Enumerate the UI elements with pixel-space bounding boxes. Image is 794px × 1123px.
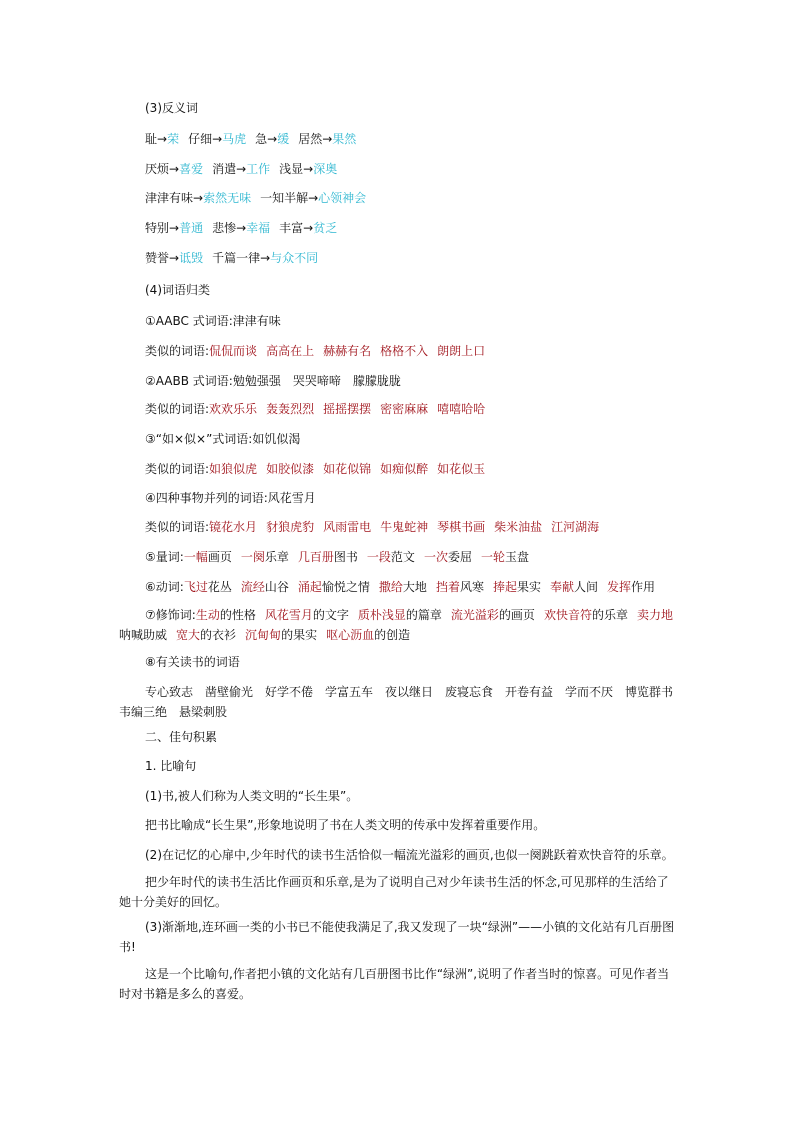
antonym-pair xyxy=(298,132,356,146)
similar-word: 豺狼虎豹 xyxy=(266,520,315,534)
measure-noun: 玉盘 xyxy=(504,550,529,564)
antonym-answer: 喜爱 xyxy=(179,162,204,176)
measure-noun: 图书 xyxy=(333,550,358,564)
modifier-phrase xyxy=(544,608,628,622)
measure-phrase xyxy=(241,550,289,564)
antonym-pair xyxy=(255,132,289,146)
modifier-label: ⑦修饰词: xyxy=(145,608,196,622)
modifier-rest: 的衣衫 xyxy=(200,628,237,642)
antonym-answer: 索然无味 xyxy=(203,191,252,205)
measure-noun: 画页 xyxy=(207,550,232,564)
verb-phrase xyxy=(184,580,232,594)
measure-word: 一轮 xyxy=(480,550,505,564)
explanation-3: 这是一个比喻句,作者把小镇的文化站有几百册图书比作“绿洲”,说明了作者当时的惊喜。可见作者当时对书籍是多么的喜爱。 xyxy=(119,967,670,1001)
antonym-answer: 深奥 xyxy=(313,162,338,176)
antonym-pair xyxy=(188,132,246,146)
ruxisi-similar xyxy=(145,461,676,477)
modifier-phrase xyxy=(451,608,535,622)
similar-word: 琴棋书画 xyxy=(437,520,486,534)
modifier-phrase xyxy=(176,628,236,642)
modifier-word: 沉甸甸 xyxy=(245,628,282,642)
antonym-answer: 缓 xyxy=(277,132,290,146)
measure-noun: 委屈 xyxy=(447,550,472,564)
similar-label: 类似的词语: xyxy=(145,520,210,534)
similar-word: 赫赫有名 xyxy=(323,344,372,358)
explanation-2: 把少年时代的读书生活比作画页和乐章,是为了说明自己对少年读书生活的怀念,可见那样的生活给了她十分美好的回忆。 xyxy=(119,875,669,909)
aabb-title: ②AABB 式词语:勉勉强强 哭哭啼啼 朦朦胧胧 xyxy=(145,374,401,388)
verb-object: 山谷 xyxy=(264,580,289,594)
measure-word: 一次 xyxy=(423,550,448,564)
verb-phrase xyxy=(241,580,289,594)
measure-label: ⑤量词: xyxy=(145,550,184,564)
antonym-row xyxy=(145,250,676,266)
modifier-phrase xyxy=(637,608,661,622)
antonym-pair xyxy=(212,251,318,265)
modifier-rest: 的画页 xyxy=(498,608,535,622)
modifier-rest: 的篇章 xyxy=(405,608,442,622)
sentence-2: (2)在记忆的心扉中,少年时代的读书生活恰似一幅流光溢彩的画页,也似一阕跳跃着欢快音符的乐章。 xyxy=(145,848,674,862)
antonym-pair xyxy=(145,251,203,265)
measure-phrase xyxy=(424,550,472,564)
section-heading-classify: (4)词语归类 xyxy=(145,283,210,297)
verb-phrase xyxy=(379,580,427,594)
verb-label: ⑥动词: xyxy=(145,580,184,594)
measure-word: 一段 xyxy=(366,550,391,564)
measure-word: 一幅 xyxy=(183,550,208,564)
modifier-phrase xyxy=(326,628,410,642)
antonym-row xyxy=(145,220,676,236)
measure-words xyxy=(145,549,676,565)
modifier-rest: 的乐章 xyxy=(591,608,628,622)
antonym-answer: 贫乏 xyxy=(313,221,338,235)
modifier-phrase xyxy=(265,608,349,622)
antonym-word: 厌烦→ xyxy=(145,162,180,176)
modifier-rest: 的性格 xyxy=(219,608,256,622)
antonym-answer: 荣 xyxy=(167,132,180,146)
similar-word: 高高在上 xyxy=(266,344,315,358)
similar-word: 格格不入 xyxy=(380,344,429,358)
modifier-word: 宽大 xyxy=(176,628,201,642)
measure-phrase xyxy=(184,550,232,564)
similar-word: 欢欢乐乐 xyxy=(209,402,258,416)
antonym-answer: 普通 xyxy=(179,221,204,235)
modifier-word: 生动 xyxy=(195,608,220,622)
modifier-word: 质朴浅显 xyxy=(357,608,406,622)
antonym-row xyxy=(145,131,676,147)
modifier-rest: 的文字 xyxy=(312,608,349,622)
modifier-word: 卖力 xyxy=(636,608,661,622)
similar-word: 如花似锦 xyxy=(323,462,372,476)
similar-word: 如狼似虎 xyxy=(209,462,258,476)
similar-words xyxy=(209,402,494,416)
verb-phrase xyxy=(550,580,598,594)
similar-word: 柴米油盐 xyxy=(494,520,543,534)
modifier-phrases xyxy=(119,605,676,645)
verb-object: 大地 xyxy=(402,580,427,594)
similar-word: 嘻嘻哈哈 xyxy=(437,402,486,416)
measure-phrase xyxy=(367,550,415,564)
similar-word: 牛鬼蛇神 xyxy=(380,520,429,534)
antonym-row xyxy=(145,161,676,177)
explanation-1: 把书比喻成“长生果”,形象地说明了书在人类文明的传承中发挥着重要作用。 xyxy=(145,818,546,832)
verb-phrase xyxy=(298,580,370,594)
measure-word: 一阕 xyxy=(240,550,265,564)
aabc-title: ①AABC 式词语:津津有味 xyxy=(145,314,281,328)
antonym-pair xyxy=(145,191,251,205)
verb-word: 捧起 xyxy=(492,580,517,594)
verb-word: 涌起 xyxy=(297,580,322,594)
modifier-rest: 的创造 xyxy=(374,628,411,642)
verb-word: 发挥 xyxy=(607,580,632,594)
antonym-answer: 幸福 xyxy=(246,221,271,235)
antonym-answer: 心领神会 xyxy=(318,191,367,205)
antonym-pair xyxy=(145,221,203,235)
antonym-word: 仔细→ xyxy=(188,132,223,146)
antonym-answer: 马虎 xyxy=(222,132,247,146)
antonym-pair xyxy=(212,162,270,176)
antonym-word: 消遣→ xyxy=(212,162,247,176)
verb-object: 果实 xyxy=(516,580,541,594)
similar-words xyxy=(209,462,494,476)
verb-word: 流经 xyxy=(240,580,265,594)
similar-word: 轰轰烈烈 xyxy=(266,402,315,416)
modifier-word: 风花雪月 xyxy=(264,608,313,622)
similar-word: 如痴似醉 xyxy=(380,462,429,476)
subheading-metaphor: 1. 比喻句 xyxy=(145,759,197,773)
verb-object: 作用 xyxy=(631,580,656,594)
antonym-answer: 果然 xyxy=(332,132,357,146)
reading-words-title: ⑧有关读书的词语 xyxy=(145,655,240,669)
similar-word: 摇摇摆摆 xyxy=(323,402,372,416)
similar-word: 镜花水月 xyxy=(209,520,258,534)
modifier-word: 地 xyxy=(660,608,673,622)
verb-word: 挡着 xyxy=(435,580,460,594)
ruxisi-title: ③“如×似×”式词语:如饥似渴 xyxy=(145,432,301,446)
antonym-word: 居然→ xyxy=(298,132,333,146)
modifier-phrase xyxy=(358,608,442,622)
antonym-word: 浅显→ xyxy=(279,162,314,176)
antonym-word: 丰富→ xyxy=(279,221,314,235)
sentence-1: (1)书,被人们称为人类文明的“长生果”。 xyxy=(145,789,359,803)
verb-phrase xyxy=(436,580,484,594)
verb-object: 风寒 xyxy=(459,580,484,594)
four-things-similar xyxy=(145,519,676,535)
antonym-word: 千篇一律→ xyxy=(212,251,271,265)
similar-label: 类似的词语: xyxy=(145,462,210,476)
antonym-word: 急→ xyxy=(255,132,278,146)
modifier-rest: 呐喊助威 xyxy=(119,628,168,642)
antonym-answer: 工作 xyxy=(246,162,271,176)
verb-phrase xyxy=(607,580,655,594)
modifier-word: 呕心沥血 xyxy=(326,628,375,642)
measure-noun: 范文 xyxy=(390,550,415,564)
sentence-3: (3)渐渐地,连环画一类的小书已不能使我满足了,我又发现了一块“绿洲”——小镇的文化站有几百册图书! xyxy=(119,920,675,954)
similar-word: 朗朗上口 xyxy=(437,344,486,358)
modifier-word: 欢快音符 xyxy=(543,608,592,622)
antonym-word: 耻→ xyxy=(145,132,168,146)
modifier-phrase xyxy=(196,608,256,622)
similar-words xyxy=(209,520,608,534)
measure-word: 几百册 xyxy=(297,550,334,564)
aabb-similar xyxy=(145,401,676,417)
antonym-row xyxy=(145,190,676,206)
verb-object: 人间 xyxy=(574,580,599,594)
verb-word: 飞过 xyxy=(183,580,208,594)
verb-object: 花丛 xyxy=(207,580,232,594)
similar-word: 如花似玉 xyxy=(437,462,486,476)
antonym-word: 悲惨→ xyxy=(212,221,247,235)
antonym-word: 津津有味→ xyxy=(145,191,204,205)
antonym-pair xyxy=(145,162,203,176)
modifier-phrase xyxy=(245,628,317,642)
similar-word: 侃侃而谈 xyxy=(209,344,258,358)
section-heading-antonyms: (3)反义词 xyxy=(145,101,198,115)
section-heading-sentences: 二、佳句积累 xyxy=(145,730,218,744)
antonym-word: 一知半解→ xyxy=(260,191,319,205)
verb-word: 奉献 xyxy=(550,580,575,594)
verb-word: 撒给 xyxy=(378,580,403,594)
antonym-pair xyxy=(260,191,366,205)
measure-noun: 乐章 xyxy=(264,550,289,564)
similar-word: 风雨雷电 xyxy=(323,520,372,534)
four-things-title: ④四种事物并列的词语:风花雪月 xyxy=(145,491,316,505)
antonym-word: 特别→ xyxy=(145,221,180,235)
measure-phrase xyxy=(481,550,529,564)
similar-words xyxy=(209,344,494,358)
antonym-answer: 与众不同 xyxy=(270,251,319,265)
verb-phrase xyxy=(493,580,541,594)
similar-label: 类似的词语: xyxy=(145,402,210,416)
modifier-rest: 的果实 xyxy=(281,628,318,642)
antonym-pair xyxy=(279,221,337,235)
verb-phrases xyxy=(145,579,676,595)
modifier-word: 流光溢彩 xyxy=(450,608,499,622)
antonym-word: 赞誉→ xyxy=(145,251,180,265)
antonym-pair xyxy=(212,221,270,235)
aabc-similar xyxy=(145,343,676,359)
reading-words: 专心致志 凿壁偷光 好学不倦 学富五车 夜以继日 废寝忘食 开卷有益 学而不厌 博览群书 韦编三绝 悬梁刺股 xyxy=(119,685,686,719)
antonym-answer: 诋毁 xyxy=(179,251,204,265)
similar-word: 如胶似漆 xyxy=(266,462,315,476)
similar-label: 类似的词语: xyxy=(145,344,210,358)
similar-word: 密密麻麻 xyxy=(380,402,429,416)
measure-phrase xyxy=(298,550,358,564)
verb-object: 愉悦之情 xyxy=(321,580,370,594)
similar-word: 江河湖海 xyxy=(551,520,600,534)
antonym-pair xyxy=(145,132,179,146)
antonym-pair xyxy=(279,162,337,176)
